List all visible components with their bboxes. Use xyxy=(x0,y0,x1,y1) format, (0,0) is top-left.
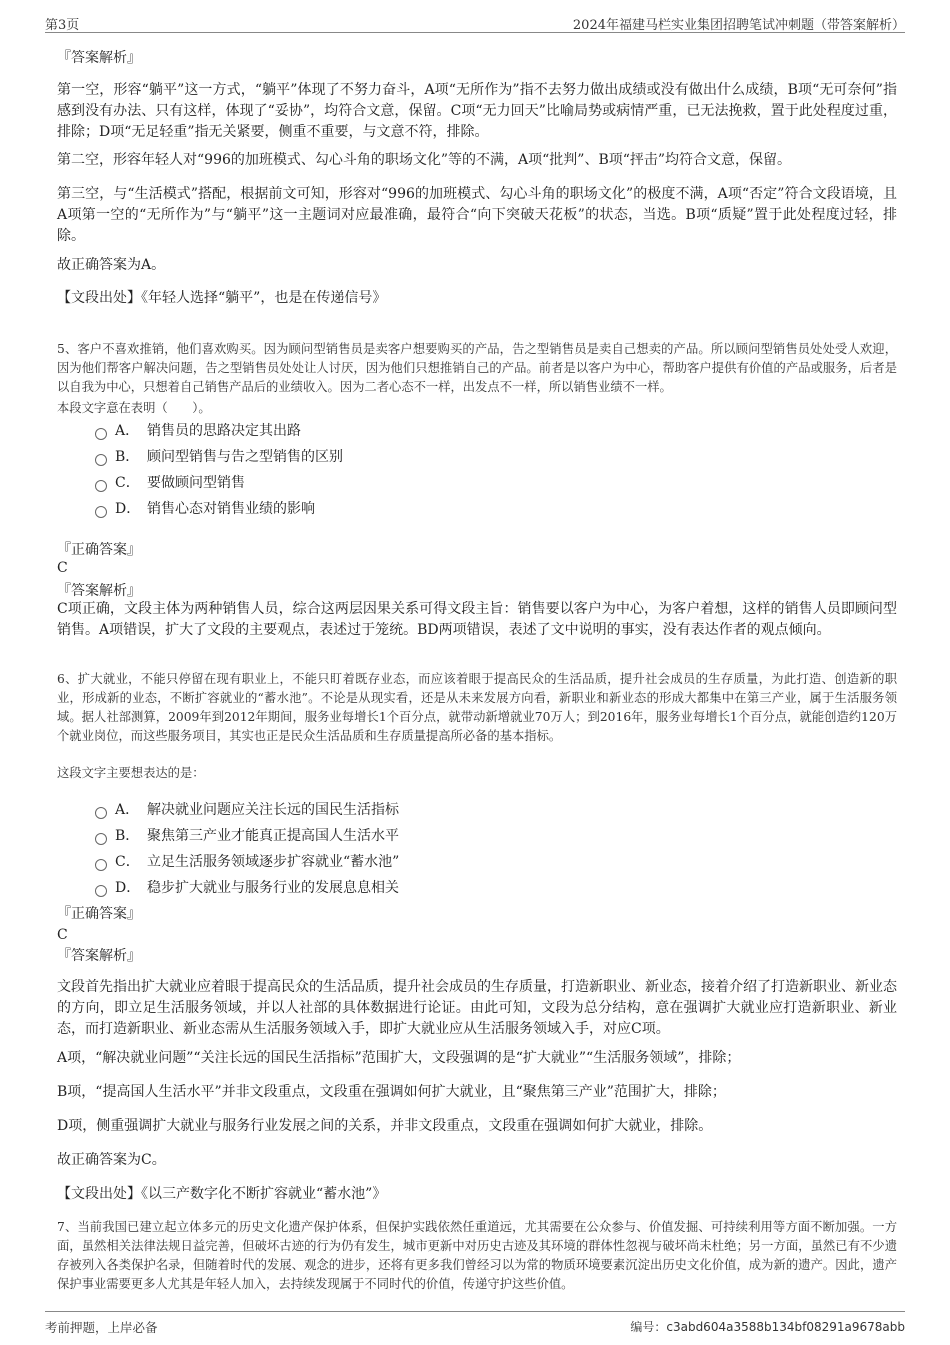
q5-answer: C xyxy=(57,560,68,576)
radio-icon[interactable] xyxy=(95,885,107,897)
q6-option-a[interactable]: A． 解决就业问题应关注长远的国民生活指标 xyxy=(95,799,795,821)
radio-icon[interactable] xyxy=(95,480,107,492)
q6-answer-label: 『正确答案』 xyxy=(57,906,141,922)
radio-icon[interactable] xyxy=(95,807,107,819)
q6-analysis-label: 『答案解析』 xyxy=(57,948,141,964)
radio-icon[interactable] xyxy=(95,859,107,871)
q6-question: 这段文字主要想表达的是： xyxy=(57,766,205,780)
q6-option-b[interactable]: B． 聚焦第三产业才能真正提高国人生活水平 xyxy=(95,825,795,847)
q5-question: 本段文字意在表明（ ）。 xyxy=(57,401,211,415)
q4-analysis-p2: 第二空，形容年轻人对“996的加班模式、勾心斗角的职场文化”等的不满，A项“批判”、B项“抨击”均符合文意，保留。 xyxy=(57,152,792,168)
q5-analysis-label: 『答案解析』 xyxy=(57,583,141,599)
q5-analysis: C项正确，文段主体为两种销售人员，综合这两层因果关系可得文段主旨：销售要以客户为中心，为客户着想，这样的销售人员即顾问型销售。A项错误，扩大了文段的主要观点，表述过于笼统。BD两项错误，表述了文中说明的事实，没有表达作者的观点倾向。 xyxy=(57,601,897,638)
q5-answer-label: 『正确答案』 xyxy=(57,542,141,558)
q4-source: 【文段出处】《年轻人选择“躺平”，也是在传递信号》 xyxy=(57,290,387,306)
q5-option-c[interactable]: C． 要做顾问型销售 xyxy=(95,472,795,494)
q6-stem: 6、扩大就业，不能只停留在现有职业上，不能只盯着既存业态，而应该着眼于提高民众的生活品质，提升社会成员的生存质量，为此打造、创造新的职业，形成新的业态，不断扩容就业的“蓄水池”。不论是从现实看，还是从未来发展方向看，新职业和新业态的形成大都集中在第三产业，属于生活服务领域。据人社部测算，2009年到2012年期间，服务业每增长1个百分点，就带动新增就业70万人；到2016年，服务业每增长1个百分点，就能创造约120万个就业岗位，而这些服务项目，其实也正是民众生活品质和生存质量提高所必备的基本指标。 xyxy=(57,672,897,743)
page-footer xyxy=(45,1311,905,1336)
page-number: 第3页 xyxy=(45,18,80,33)
q7-stem: 7、当前我国已建立起立体多元的历史文化遗产保护体系，但保护实践依然任重道远，尤其需要在公众参与、价值发掘、可持续利用等方面不断加强。一方面，虽然相关法律法规日益完善，但破坏古迹的行为仍有发生，城市更新中对历史古迹及其环境的群体性忽视与破坏尚未杜绝；另一方面，虽然已有不少遗存被列入各类保护名录，但随着时代的发展、观念的进步，还将有更多我们曾经习以为常的物质环境要素沉淀出历史文化价值，成为新的遗产。因此，遗产保护事业需要更多人尤其是年轻人加入，去持续发现属于不同时代的价值，传递守护这些价值。 xyxy=(57,1220,897,1291)
q4-analysis-label: 『答案解析』 xyxy=(57,50,141,66)
q4-analysis-p3: 第三空，与“生活模式”搭配，根据前文可知，形容对“996的加班模式、勾心斗角的职场文化”的极度不满，A项“否定”符合文段语境，且A项第一空的“无所作为”与“躺平”这一主题词对应最准确，最符合“向下突破天花板”的状态，当选。B项“质疑”置于此处程度过轻，排除。 xyxy=(57,186,897,244)
q4-conclusion: 故正确答案为A。 xyxy=(57,257,166,273)
q5-option-b[interactable]: B． 顾问型销售与告之型销售的区别 xyxy=(95,446,795,468)
radio-icon[interactable] xyxy=(95,833,107,845)
footer-slogan: 考前押题，上岸必备 xyxy=(45,1320,158,1335)
q6-analysis-p2: A项，“解决就业问题”“关注长远的国民生活指标”范围扩大，文段强调的是“扩大就业”“生活服务领域”，排除； xyxy=(57,1050,741,1066)
q5-option-a[interactable]: A． 销售员的思路决定其出路 xyxy=(95,420,795,442)
q6-source: 【文段出处】《以三产数字化不断扩容就业“蓄水池”》 xyxy=(57,1186,387,1202)
radio-icon[interactable] xyxy=(95,454,107,466)
q5-stem: 5、客户不喜欢推销，他们喜欢购买。因为顾问型销售员是卖客户想要购买的产品，告之型销售员是卖自己想卖的产品。所以顾问型销售员处处受人欢迎，因为他们帮客户解决问题，告之型销售员处处让人讨厌，因为他们只想推销自己的产品。前者是以客户为中心，帮助客户提供有价值的产品或服务，后者是以自我为中心，只想着自己销售产品后的业绩收入。因为二者心态不一样，出发点不一样，所以销售业绩不一样。 xyxy=(57,342,897,394)
q6-analysis-p3: B项，“提高国人生活水平”并非文段重点，文段重在强调如何扩大就业，且“聚焦第三产业”范围扩大，排除； xyxy=(57,1084,726,1100)
q6-option-d[interactable]: D． 稳步扩大就业与服务行业的发展息息相关 xyxy=(95,877,795,899)
q6-conclusion: 故正确答案为C。 xyxy=(57,1152,166,1168)
q6-analysis-p4: D项，侧重强调扩大就业与服务行业发展之间的关系，并非文段重点，文段重在强调如何扩大就业，排除。 xyxy=(57,1118,713,1134)
q6-answer: C xyxy=(57,927,68,943)
page-header xyxy=(45,10,905,33)
q5-option-d[interactable]: D． 销售心态对销售业绩的影响 xyxy=(95,498,795,520)
q6-analysis-p1: 文段首先指出扩大就业应着眼于提高民众的生活品质，提升社会成员的生存质量，打造新职业、新业态，接着介绍了打造新职业、新业态的方向，即立足生活服务领域，并以人社部的具体数据进行论证。由此可知，文段为总分结构，意在强调扩大就业应打造新职业、新业态，而打造新职业、新业态需从生活服务领域入手，即扩大就业应从生活服务领域入手，对应C项。 xyxy=(57,979,897,1037)
document-title: 2024年福建马栏实业集团招聘笔试冲刺题（带答案解析） xyxy=(572,18,905,33)
q4-analysis-p1: 第一空，形容“躺平”这一方式，“躺平”体现了不努力奋斗，A项“无所作为”指不去努力做出成绩或没有做出什么成绩，B项“无可奈何”指感到没有办法、只有这样，体现了“妥协”，均符合文意，保留。C项“无力回天”比喻局势或病情严重，已无法挽救，置于此处程度过重，排除；D项“无足轻重”指无关紧要，侧重不重要，与文意不符，排除。 xyxy=(57,82,897,140)
q6-option-c[interactable]: C． 立足生活服务领域逐步扩容就业“蓄水池” xyxy=(95,851,795,873)
document-code: 编号：c3abd604a3588b134bf08291a9678abb xyxy=(630,1320,905,1334)
radio-icon[interactable] xyxy=(95,506,107,518)
radio-icon[interactable] xyxy=(95,428,107,440)
